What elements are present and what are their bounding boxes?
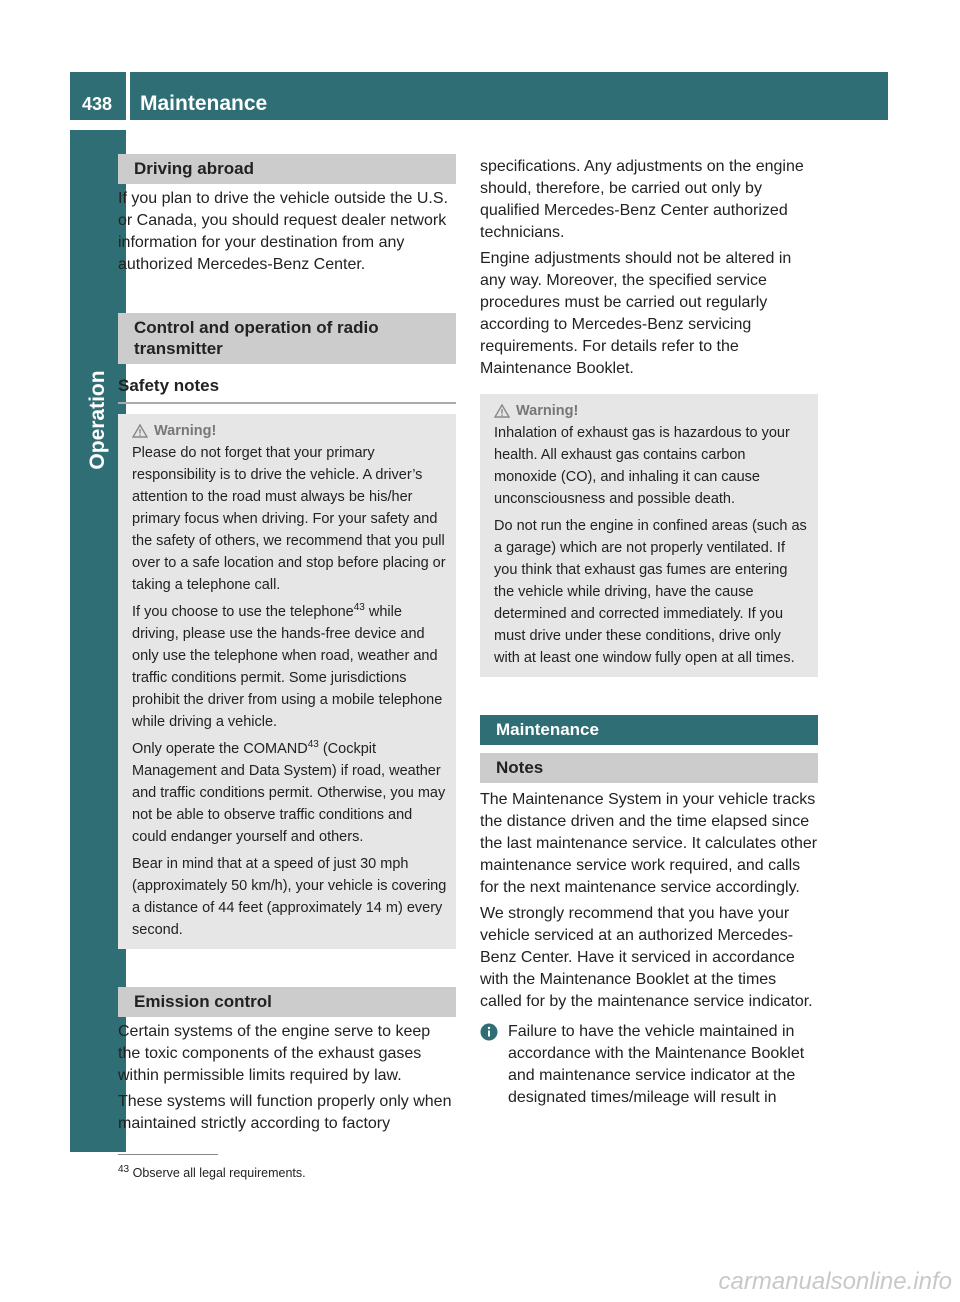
info-text: Failure to have the vehicle maintained in accordance with the Maintenance Booklet and maintenance service indicator at the designated times/mileage will result in	[508, 1023, 805, 1106]
watermark: carmanualsonline.info	[718, 1268, 952, 1295]
warning-paragraph: Inhalation of exhaust gas is hazardous to your health. All exhaust gas contains carbon monoxide (CO), and inhaling it can cause unconsciousness and possible death.	[494, 425, 790, 507]
section-heading-emission: Emission control	[118, 987, 456, 1017]
text-span: while driving, please use the hands-free device and only use the telephone when road, weather and traffic conditions permit. Some jurisdictions prohibit the driver from using a mobile telephone while driving a vehicle.	[132, 604, 443, 730]
driving-abroad-text: If you plan to drive the vehicle outside the U.S. or Canada, you should request dealer network information for your destination from any authorized Mercedes-Benz Center.	[118, 190, 448, 273]
footnote-ref: 43	[307, 739, 319, 751]
footnote-divider	[118, 1154, 218, 1155]
warning-triangle-icon	[494, 404, 510, 418]
section-heading-maintenance: Maintenance	[480, 715, 818, 745]
section-heading-driving-abroad: Driving abroad	[118, 154, 456, 184]
footnote	[118, 1163, 306, 1180]
section-heading-notes: Notes	[480, 753, 818, 783]
header-bar	[130, 72, 888, 120]
page-title: Maintenance	[140, 92, 268, 115]
warning-box-safety	[118, 414, 456, 949]
text-span: If you choose to use the telephone	[132, 604, 354, 620]
warning-label: Warning!	[154, 423, 217, 439]
section-heading-radio: Control and operation of radio transmitter	[118, 313, 456, 364]
page-number-box	[70, 72, 126, 120]
text-span: Only operate the COMAND	[132, 741, 308, 757]
emission-paragraph: Certain systems of the engine serve to keep the toxic components of the exhaust gases within permissible limits required by law.	[118, 1023, 431, 1084]
warning-triangle-icon	[132, 424, 148, 438]
warning-paragraph	[132, 601, 448, 733]
footnote-marker: 43	[118, 1163, 130, 1175]
info-note	[480, 1021, 818, 1109]
footnote-ref: 43	[353, 602, 365, 614]
notes-paragraph: The Maintenance System in your vehicle tracks the distance driven and the time elapsed since the last maintenance service. It calculates other maintenance service work required, and calls for the next maintenance service accordingly.	[480, 791, 818, 896]
warning-paragraph: Bear in mind that at a speed of just 30 mph (approximately 50 km/h), your vehicle is covering a distance of 44 feet (approximately 14 m) every second.	[132, 856, 447, 938]
sidebar-label: Operation	[86, 370, 109, 470]
warning-box-exhaust	[480, 394, 818, 677]
emission-paragraph: These systems will function properly only when maintained strictly according to factory	[118, 1093, 452, 1132]
warning-label: Warning!	[516, 403, 579, 419]
warning-paragraph: Do not run the engine in confined areas (such as a garage) which are not properly ventilated. If you think that exhaust gas fumes are entering the vehicle while driving, have the cause determined and corrected immediately. If you must drive under these conditions, drive only with at least one window fully open at all times.	[494, 518, 807, 666]
right-column	[480, 156, 818, 1109]
page-number: 438	[82, 94, 113, 114]
body-paragraph: specifications. Any adjustments on the engine should, therefore, be carried out only by qualified Mercedes-Benz Center authorized technicians.	[480, 158, 804, 241]
warning-header	[494, 400, 810, 422]
warning-header	[132, 420, 448, 442]
subheading-safety-notes: Safety notes	[118, 368, 456, 404]
info-icon-box	[480, 1021, 508, 1109]
warning-paragraph	[132, 738, 448, 848]
notes-paragraph: We strongly recommend that you have your vehicle serviced at an authorized Mercedes-Benz Center. Have it serviced in accordance with the Maintenance Booklet at the times called for by the maintenance service indicator.	[480, 905, 813, 1010]
left-column	[118, 154, 456, 1135]
warning-paragraph: Please do not forget that your primary responsibility is to drive the vehicle. A driver’s attention to the road must always be his/her primary focus when driving. For your safety and the safety of others, we recommend that you pull over to a safe location and stop before placing or taking a telephone call.	[132, 445, 446, 593]
footnote-text: Observe all legal requirements.	[129, 1166, 306, 1180]
info-icon	[480, 1023, 498, 1041]
text-span: (Cockpit Management and Data System) if road, weather and traffic conditions permit. Otherwise, you may not be able to observe traffic conditions and could endanger yourself and others.	[132, 741, 446, 845]
body-paragraph: Engine adjustments should not be altered in any way. Moreover, the specified service procedures must be carried out regularly according to Mercedes-Benz servicing requirements. For details refer to the Maintenance Booklet.	[480, 250, 792, 377]
